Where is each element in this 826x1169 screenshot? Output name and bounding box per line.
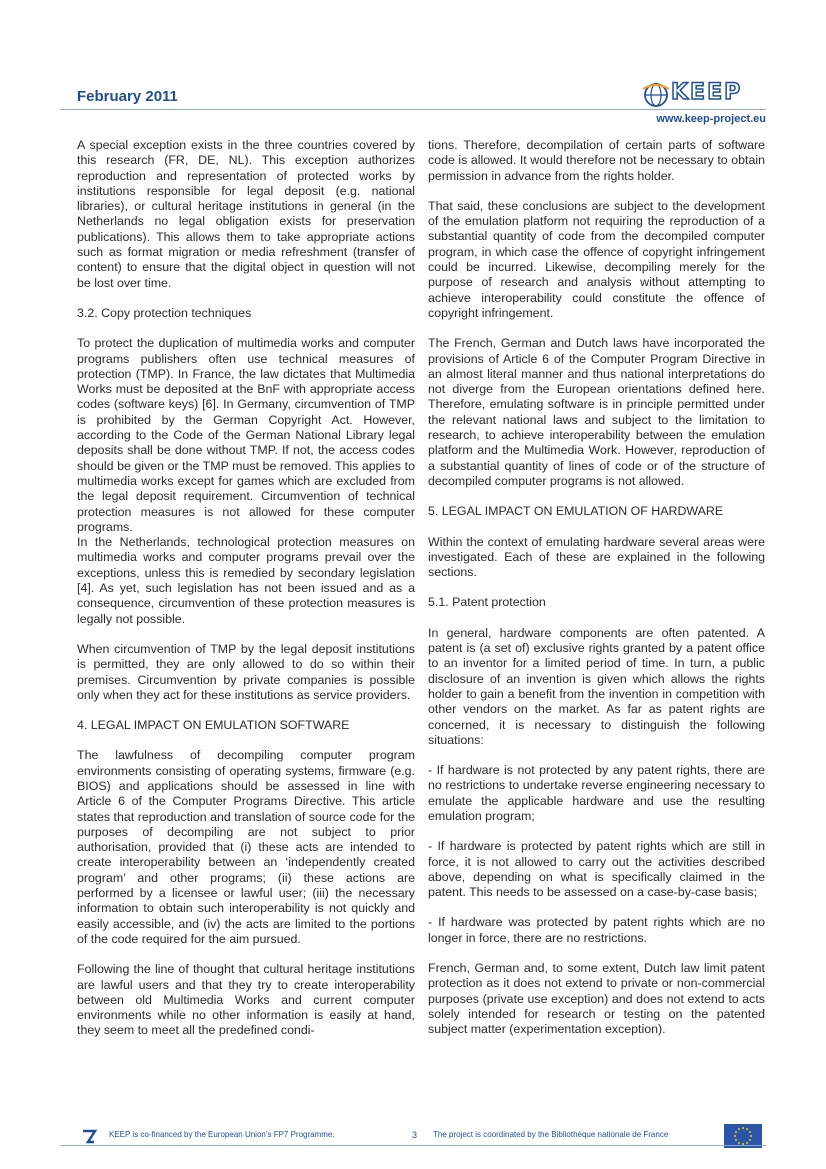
header-date: February 2011 bbox=[77, 88, 178, 105]
paragraph: The lawfulness of decompiling computer program environments consisting of operating systems, firmware (e.g. BIOS) and applications should be assessed in line with Article 6 of the Computer Programs Directive. This article states that reproduction and translation of source code for the purposes of decompiling are not subject to prior authorisation, provided that (i) these acts are intended to create interoperability between an ‘independently created program’ and other programs; (ii) these actions are performed by a licensee or lawful user; (iii) the necessary information to obtain such interoperability is not quickly and easily accessible, and (iv) the acts are limited to the portions of the code required for the aim pursued. bbox=[77, 748, 415, 946]
section-heading: 5. LEGAL IMPACT ON EMULATION OF HARDWARE bbox=[428, 504, 724, 519]
page-number: 3 bbox=[412, 1130, 418, 1140]
paragraph: To protect the duplication of multimedia works and computer programs publishers often use technical measures of protection (TMP). In France, the law dictates that Multimedia Works must be deposited at the BnF with appropriate access codes (software keys) [6]. In Germany, circumvention of TMP is prohibited by the German Copyright Act. However, according to the Code of the German National Library legal deposits shall be done without TMP. If not, the access codes should be given or the TMP must be removed. This applies to multimedia works except for games which are excluded from the legal deposit requirement. Circumvention of technical protection measures is not allowed for these computer programs. bbox=[77, 336, 415, 534]
footer-left-text: KEEP is co-financed by the European Union’s FP7 Programme. bbox=[109, 1130, 335, 1139]
section-heading: 5.1. Patent protection bbox=[428, 595, 546, 610]
paragraph: French, German and, to some extent, Dutch law limit patent protection as it does not extend to private or non-commercial purposes (private use exception) and does not extend to acts solely intended for research or testing on the patented subject matter (experimentation exception). bbox=[428, 961, 765, 1037]
paragraph: Within the context of emulating hardware several areas were investigated. Each of these are explained in the following sections. bbox=[428, 534, 765, 580]
header-url: www.keep-project.eu bbox=[656, 113, 766, 125]
list-item: - If hardware is not protected by any patent rights, there are no restrictions to undertake reverse engineering necessary to emulate the applicable hardware and use the resulting emulation program; bbox=[428, 763, 765, 823]
paragraph: A special exception exists in the three countries covered by this research (FR, DE, NL). This exception authorizes reproduction and representation of protected works by institutions responsible for legal deposit (e.g. national libraries), or cultural heritage institutions in general (in the Netherlands no legal obligation exists for preservation publications). This allows them to take appropriate actions such as format migration or media refreshment (transfer of content) to ensure that the digital object in question will not be lost over time. bbox=[77, 138, 415, 290]
footer-right-text: The project is coordinated by the Bibliothèque nationale de France bbox=[433, 1130, 669, 1139]
paragraph: In general, hardware components are often patented. A patent is (a set of) exclusive rights granted by a patent office to an inventor for a limited period of time. In turn, a public disclosure of an invention is given which allows the rights holder to gain a benefit from the invention in competition with other vendors on the market. As far as patent rights are concerned, it is necessary to distinguish the following situations: bbox=[428, 625, 765, 747]
keep-logo bbox=[641, 77, 767, 111]
paragraph: That said, these conclusions are subject to the development of the emulation platform not requiring the reproduction of a substantial quantity of code from the decompiled computer program, in which case the offence of copyright infringement could be incurred. Likewise, decompiling merely for the purpose of research and analysis without attempting to achieve interoperability could constitute the offence of copyright infringement. bbox=[428, 198, 765, 320]
section-heading: 3.2. Copy protection techniques bbox=[77, 305, 252, 320]
logo-wordmark: KEEP bbox=[671, 80, 743, 105]
paragraph: Following the line of thought that cultural heritage institutions are lawful users and that they try to create interoperability between old Multimedia Works and current computer environments while no other information is easily at hand, they seem to meet all the predefined condi- bbox=[77, 962, 415, 1038]
paragraph: When circumvention of TMP by the legal deposit institutions is permitted, they are only allowed to do so within their premises. Circumvention by private companies is possible only when they act for these institutions as service providers. bbox=[77, 641, 415, 702]
paragraph: tions. Therefore, decompilation of certain parts of software code is allowed. It would therefore not be necessary to obtain permission in advance from the rights holder. bbox=[428, 138, 765, 183]
paragraph: The French, German and Dutch laws have incorporated the provisions of Article 6 of the Computer Program Directive in an almost literal manner and thus national interpretations do not diverge from the European orientations defined here. Therefore, emulating software is in principle permitted under the relevant national laws and subject to the limitation to research, to achieve interoperability between the emulation platform and the Multimedia Work. However, reproduction of a substantial quantity of lines of code or of the structure of decompiled computer programs is not allowed. bbox=[428, 336, 765, 488]
paragraph: In the Netherlands, technological protection measures on multimedia works and computer programs prevail over the exceptions, unless this is remedied by secondary legislation [4]. As yet, such legislation has not been issued and as a consequence, circumvention of these protection measures is legally not possible. bbox=[77, 535, 415, 626]
section-heading: 4. LEGAL IMPACT ON EMULATION SOFTWARE bbox=[77, 718, 350, 733]
left-column bbox=[77, 138, 415, 1054]
header-rule bbox=[60, 109, 766, 110]
list-item: - If hardware is protected by patent rights which are still in force, it is not allowed to carry out the activities described above, depending on what is specifically claimed in the patent. This needs to be assessed on a case-by-case basis; bbox=[428, 839, 765, 900]
globe-icon bbox=[641, 77, 671, 111]
right-column bbox=[428, 138, 765, 1053]
footer bbox=[60, 1128, 766, 1146]
fp7-logo-icon bbox=[80, 1128, 98, 1146]
list-item: - If hardware was protected by patent rights which are no longer in force, there are no restrictions. bbox=[428, 915, 765, 945]
footer-rule bbox=[60, 1145, 766, 1146]
